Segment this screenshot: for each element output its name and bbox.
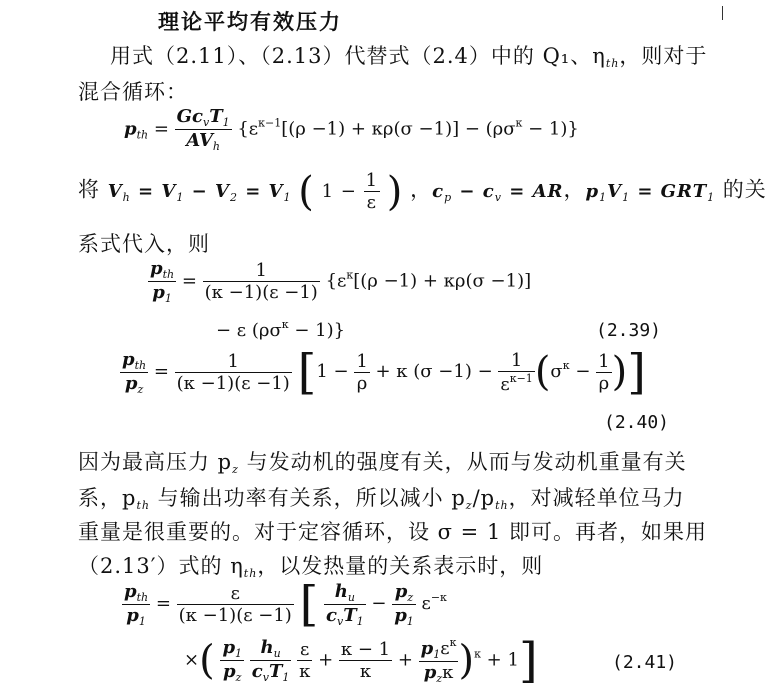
corner-mark — [722, 6, 730, 20]
para3-line2: 系，$p_{th}$ 与输出功率有关系，所以减小 $p_z/p_{th}$，对减轻单位马力 — [78, 486, 685, 512]
eq1-fraction: $\frac{Gc_vT_1}{AV_h}$ — [176, 106, 230, 153]
para1-line1: 用式（2.11）、（2.13）代替式（2.4）中的 Q₁、$\eta_{th}$，则对于 — [110, 44, 708, 70]
equation-2-40: $\frac{p_{th}}{p_z}$ = $\frac{1}{(\kappa -1)(\varepsilon -1)}$ [1 − $\frac{1}{\rho}$ + κ (σ −1) − $\frac{1}{\varepsilon^{\kappa-1}}$ ($\sigma^\kappa$ − $\frac{1}{\rho}$ )] — [122, 344, 646, 400]
para3-line3: 重量是很重要的。对于定容循环，设 σ = 1 即可。再者，如果用 — [78, 520, 707, 544]
para1-line2: 混合循环： — [78, 80, 188, 104]
equation-pth: $p_{th}$ = $\frac{Gc_vT_1}{AV_h}$ $\{\varepsilon^{\kappa-1}[(\rho -1) + \kappa\rho(\sigma -1)] - (\rho\sigma^\kappa - 1)\}$ — [124, 106, 579, 153]
para3-line1: 因为最高压力 $p_z$ 与发动机的强度有关，从而与发动机重量有关 — [78, 450, 687, 476]
section-title: 理论平均有效压力 — [158, 9, 342, 34]
equation-2-41-line2: ×( $\frac{p_1}{p_z}$ $\frac{h_u}{c_vT_1}$ $\frac{\varepsilon}{\kappa}$ + $\frac{\kappa - 1}{\kappa}$ + $\frac{p_1\varepsilon^\kappa}{p_z\kappa}$ )$^\kappa$ + 1] — [184, 632, 538, 689]
para2-line1: 将 $V_h = V_1 - V_2 = V_1$ ( 1 − $\frac{1}{\varepsilon}$ ) ，$c_p - c_v$ = AR，$p_1V_1 = GRT_1$ 的关 — [78, 168, 767, 215]
equation-2-41-line1: $\frac{p_{th}}{p_1}$ = $\frac{\varepsilon}{(\kappa -1)(\varepsilon -1)}$ [ $\frac{h_u}{c_vT_1}$ − $\frac{p_z}{p_1}$ $\varepsilon^{-\kappa}$ — [124, 576, 447, 632]
equation-number-2-39: (2.39) — [596, 320, 662, 341]
para2-line2: 系式代入，则 — [78, 232, 210, 256]
equation-number-2-41: (2.41) — [612, 652, 678, 673]
para3-line4: （2.13′）式的 $\eta_{th}$，以发热量的关系表示时，则 — [78, 554, 544, 580]
equation-2-39-line1: $\frac{p_{th}}{p_1}$ = $\frac{1}{(\kappa -1)(\varepsilon -1)}$ {$\varepsilon^\kappa[(\rho -1) + \kappa\rho(\sigma -1)]$ — [150, 258, 532, 305]
equation-number-2-40: (2.40) — [604, 412, 670, 433]
equation-2-39-line2: − ε $(\rho\sigma^\kappa - 1)$} — [216, 318, 346, 341]
